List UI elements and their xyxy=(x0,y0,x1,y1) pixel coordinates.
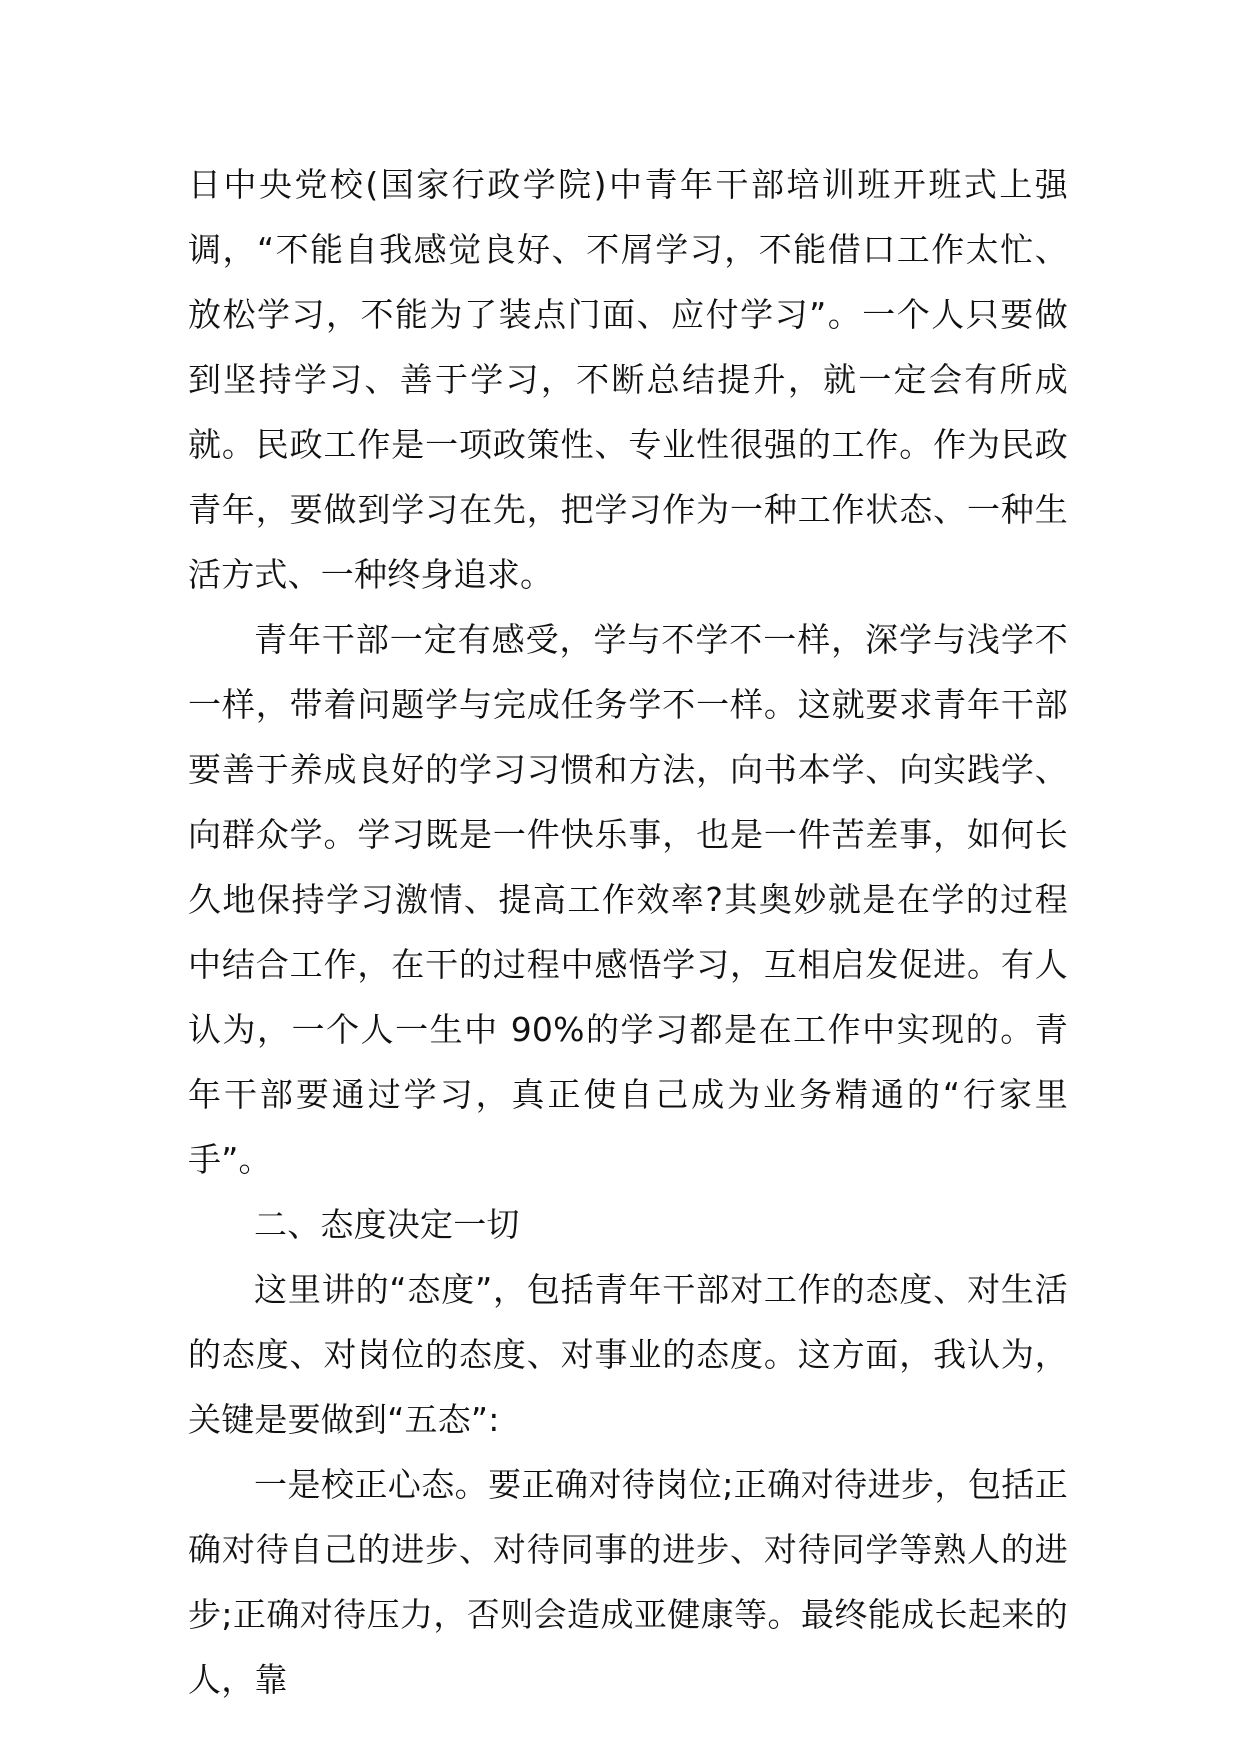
section-heading-attitude: 二、态度决定一切 xyxy=(254,1205,520,1244)
paragraph-learning-continued: 日中央党校(国家行政学院)中青年干部培训班开班式上强调，“不能自我感觉良好、不屑学习，不能借口工作太忙、放松学习，不能为了装点门面、应付学习”。一个人只要做到坚持学习、善于学习，不断总结提升，就一定会有所成就。民政工作是一项政策性、专业性很强的工作。作为民政青年，要做到学习在先，把学习作为一种工作状态、一种生活方式、一种终身追求。 xyxy=(188,165,1068,594)
document-body xyxy=(188,152,1068,1712)
paragraph-young-cadres-learning: 青年干部一定有感受，学与不学不一样，深学与浅学不一样，带着问题学与完成任务学不一样。这就要求青年干部要善于养成良好的学习习惯和方法，向书本学、向实践学、向群众学。学习既是一件快乐事，也是一件苦差事，如何长久地保持学习激情、提高工作效率?其奥妙就是在学的过程中结合工作，在干的过程中感悟学习，互相启发促进。有人认为，一个人一生中 90%的学习都是在工作中实现的。青年干部要通过学习，真正使自己成为业务精通的“行家里手”。 xyxy=(188,620,1068,1179)
paragraph-attitude-intro: 这里讲的“态度”，包括青年干部对工作的态度、对生活的态度、对岗位的态度、对事业的态度。这方面，我认为，关键是要做到“五态”: xyxy=(188,1270,1068,1439)
paragraph-correct-mindset: 一是校正心态。要正确对待岗位;正确对待进步，包括正确对待自己的进步、对待同事的进步、对待同学等熟人的进步;正确对待压力，否则会造成亚健康等。最终能成长起来的人，靠 xyxy=(188,1465,1068,1699)
